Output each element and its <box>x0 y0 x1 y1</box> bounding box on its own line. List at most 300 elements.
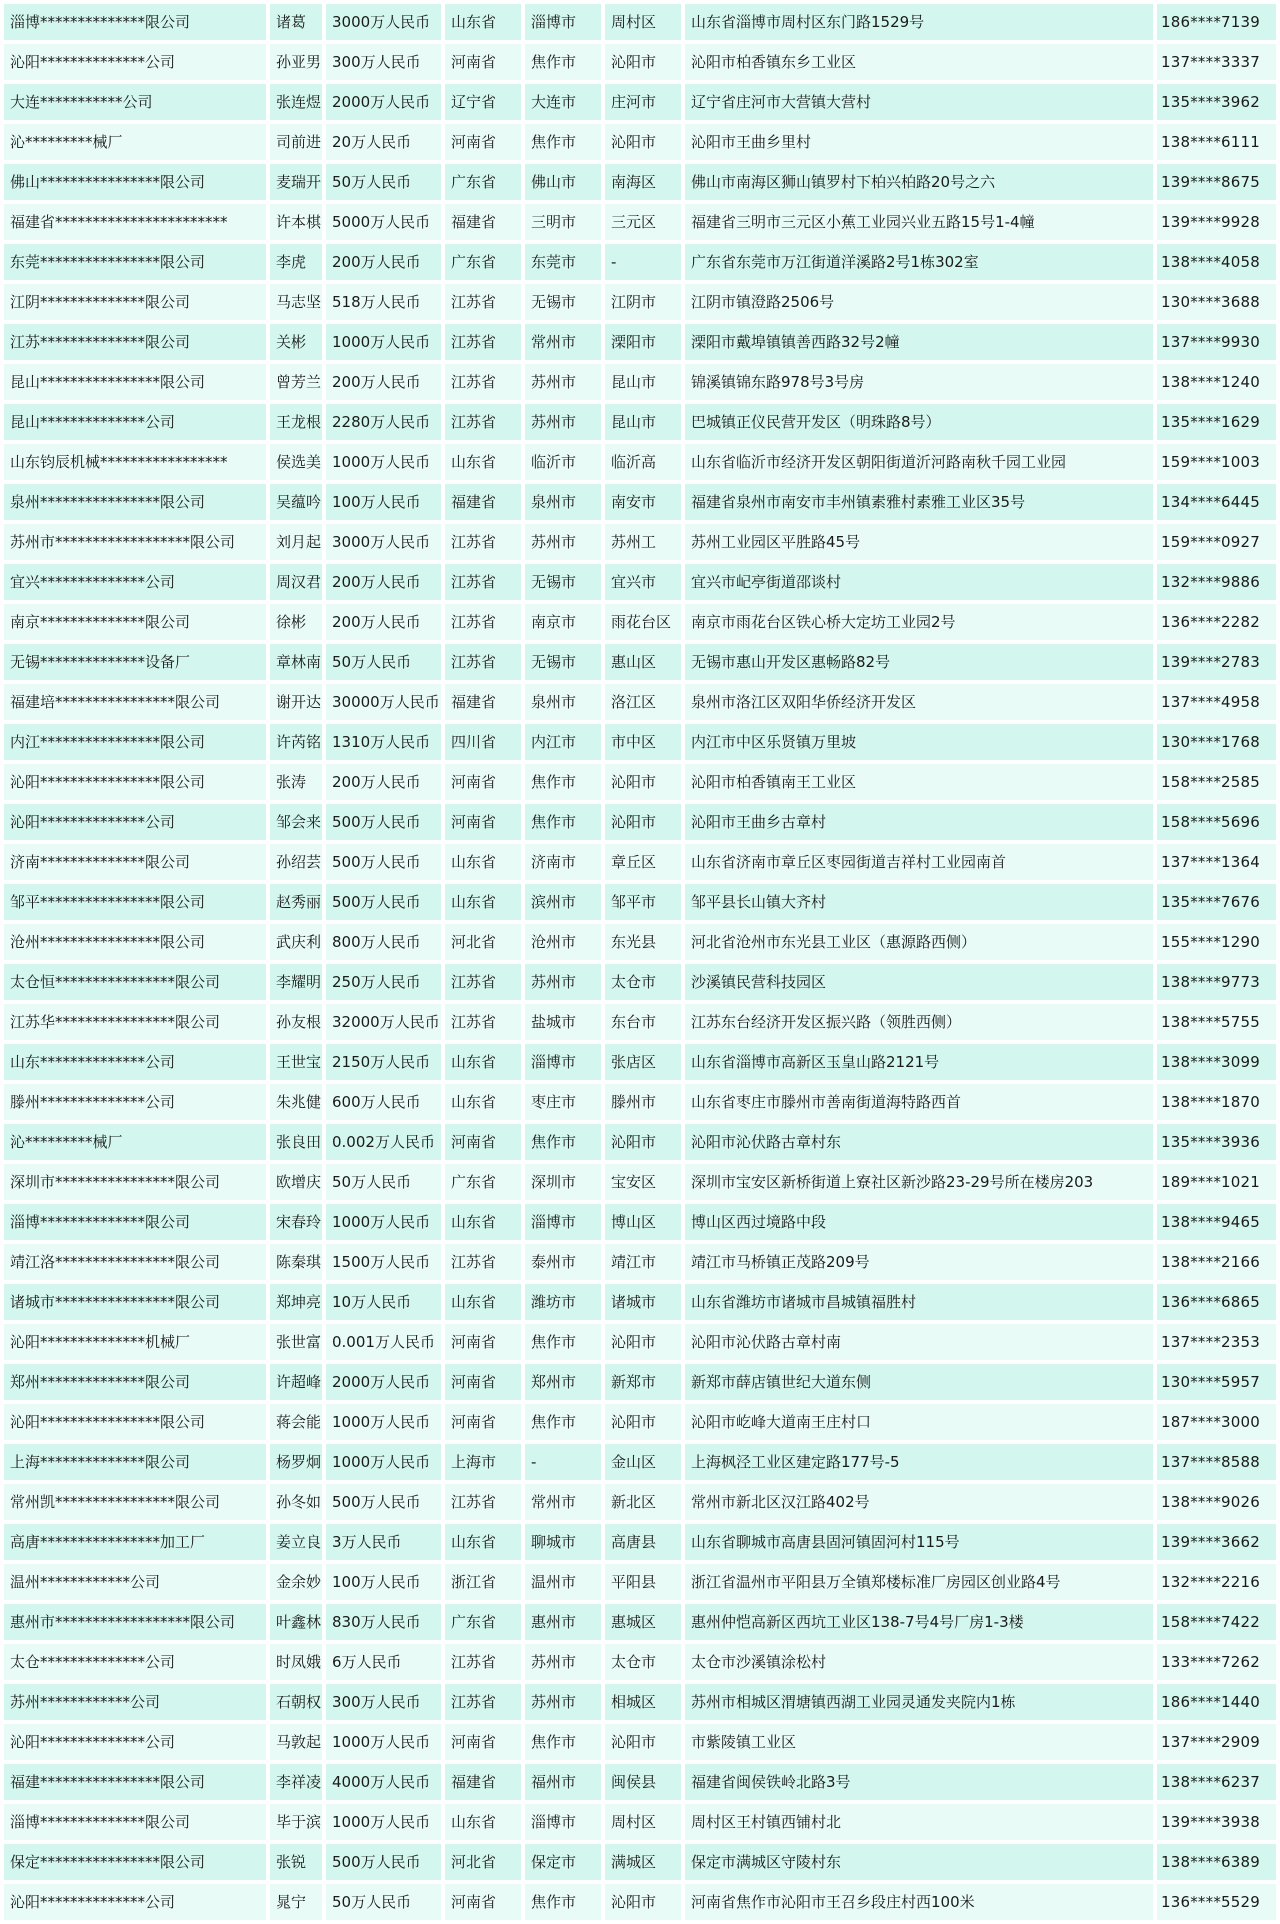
company-name-cell: 郑州**************限公司 <box>4 1364 266 1400</box>
legal-rep-cell: 王龙根 <box>270 404 322 440</box>
province-cell: 江苏省 <box>445 1004 521 1040</box>
district-cell: 临沂高 <box>605 444 681 480</box>
registered-capital-cell: 500万人民币 <box>326 1484 441 1520</box>
city-cell: 苏州市 <box>525 364 601 400</box>
phone-cell: 135****7676 <box>1157 884 1276 920</box>
legal-rep-cell: 麦瑞开 <box>270 164 322 200</box>
legal-rep-cell: 孙冬如 <box>270 1484 322 1520</box>
legal-rep-cell: 郑坤亮 <box>270 1284 322 1320</box>
registered-capital-cell: 500万人民币 <box>326 1844 441 1880</box>
province-cell: 河南省 <box>445 1324 521 1360</box>
table-row <box>4 1084 1276 1120</box>
phone-cell: 158****2585 <box>1157 764 1276 800</box>
phone-cell: 136****6865 <box>1157 1284 1276 1320</box>
address-cell: 山东省潍坊市诸城市昌城镇福胜村 <box>685 1284 1153 1320</box>
table-row <box>4 1604 1276 1640</box>
company-name-cell: 沁阳**************机械厂 <box>4 1324 266 1360</box>
address-cell: 泉州市洛江区双阳华侨经济开发区 <box>685 684 1153 720</box>
legal-rep-cell: 张世富 <box>270 1324 322 1360</box>
registered-capital-cell: 1000万人民币 <box>326 1444 441 1480</box>
province-cell: 山东省 <box>445 1524 521 1560</box>
table-row <box>4 1404 1276 1440</box>
phone-cell: 138****4058 <box>1157 244 1276 280</box>
registered-capital-cell: 200万人民币 <box>326 604 441 640</box>
address-cell: 保定市满城区守陵村东 <box>685 1844 1153 1880</box>
city-cell: 保定市 <box>525 1844 601 1880</box>
registered-capital-cell: 100万人民币 <box>326 1564 441 1600</box>
registered-capital-cell: 250万人民币 <box>326 964 441 1000</box>
city-cell: 淄博市 <box>525 1804 601 1840</box>
district-cell: 沁阳市 <box>605 1404 681 1440</box>
province-cell: 江苏省 <box>445 364 521 400</box>
legal-rep-cell: 侯选美 <box>270 444 322 480</box>
district-cell: 沁阳市 <box>605 1884 681 1920</box>
address-cell: 内江市中区乐贤镇万里坡 <box>685 724 1153 760</box>
city-cell: 苏州市 <box>525 964 601 1000</box>
company-name-cell: 苏州市******************限公司 <box>4 524 266 560</box>
district-cell: 南安市 <box>605 484 681 520</box>
address-cell: 锦溪镇锦东路978号3号房 <box>685 364 1153 400</box>
legal-rep-cell: 孙绍芸 <box>270 844 322 880</box>
address-cell: 广东省东莞市万江街道洋溪路2号1栋302室 <box>685 244 1153 280</box>
address-cell: 沙溪镇民营科技园区 <box>685 964 1153 1000</box>
company-directory <box>4 4 1276 1924</box>
table-row <box>4 4 1276 40</box>
address-cell: 常州市新北区汉江路402号 <box>685 1484 1153 1520</box>
district-cell: 沁阳市 <box>605 1124 681 1160</box>
district-cell: 昆山市 <box>605 404 681 440</box>
province-cell: 江苏省 <box>445 524 521 560</box>
city-cell: 焦作市 <box>525 1124 601 1160</box>
legal-rep-cell: 叶鑫林 <box>270 1604 322 1640</box>
district-cell: 昆山市 <box>605 364 681 400</box>
province-cell: 河南省 <box>445 1124 521 1160</box>
phone-cell: 138****6111 <box>1157 124 1276 160</box>
registered-capital-cell: 3000万人民币 <box>326 524 441 560</box>
legal-rep-cell: 陈秦琪 <box>270 1244 322 1280</box>
legal-rep-cell: 朱兆健 <box>270 1084 322 1120</box>
registered-capital-cell: 800万人民币 <box>326 924 441 960</box>
company-name-cell: 保定****************限公司 <box>4 1844 266 1880</box>
district-cell: 滕州市 <box>605 1084 681 1120</box>
registered-capital-cell: 200万人民币 <box>326 364 441 400</box>
district-cell: 新北区 <box>605 1484 681 1520</box>
table-row <box>4 1244 1276 1280</box>
registered-capital-cell: 20万人民币 <box>326 124 441 160</box>
address-cell: 巴城镇正仪民营开发区（明珠路8号） <box>685 404 1153 440</box>
address-cell: 惠州仲恺高新区西坑工业区138-7号4号厂房1-3楼 <box>685 1604 1153 1640</box>
legal-rep-cell: 孙亚男 <box>270 44 322 80</box>
phone-cell: 186****7139 <box>1157 4 1276 40</box>
table-row <box>4 1324 1276 1360</box>
registered-capital-cell: 500万人民币 <box>326 884 441 920</box>
registered-capital-cell: 50万人民币 <box>326 164 441 200</box>
city-cell: 苏州市 <box>525 524 601 560</box>
legal-rep-cell: 蒋会能 <box>270 1404 322 1440</box>
district-cell: 靖江市 <box>605 1244 681 1280</box>
legal-rep-cell: 孙友根 <box>270 1004 322 1040</box>
table-row <box>4 1364 1276 1400</box>
province-cell: 辽宁省 <box>445 84 521 120</box>
province-cell: 山东省 <box>445 4 521 40</box>
city-cell: 大连市 <box>525 84 601 120</box>
phone-cell: 158****7422 <box>1157 1604 1276 1640</box>
phone-cell: 138****2166 <box>1157 1244 1276 1280</box>
city-cell: 焦作市 <box>525 804 601 840</box>
province-cell: 山东省 <box>445 1804 521 1840</box>
table-row <box>4 1884 1276 1920</box>
legal-rep-cell: 李虎 <box>270 244 322 280</box>
legal-rep-cell: 马志坚 <box>270 284 322 320</box>
legal-rep-cell: 宋春玲 <box>270 1204 322 1240</box>
district-cell: 洛江区 <box>605 684 681 720</box>
registered-capital-cell: 600万人民币 <box>326 1084 441 1120</box>
registered-capital-cell: 3000万人民币 <box>326 4 441 40</box>
province-cell: 广东省 <box>445 1604 521 1640</box>
registered-capital-cell: 500万人民币 <box>326 844 441 880</box>
province-cell: 浙江省 <box>445 1564 521 1600</box>
phone-cell: 138****9465 <box>1157 1204 1276 1240</box>
table-row <box>4 1684 1276 1720</box>
phone-cell: 136****2282 <box>1157 604 1276 640</box>
phone-cell: 138****5755 <box>1157 1004 1276 1040</box>
address-cell: 河北省沧州市东光县工业区（惠源路西侧） <box>685 924 1153 960</box>
registered-capital-cell: 830万人民币 <box>326 1604 441 1640</box>
legal-rep-cell: 张良田 <box>270 1124 322 1160</box>
district-cell: 沁阳市 <box>605 124 681 160</box>
phone-cell: 138****9773 <box>1157 964 1276 1000</box>
address-cell: 深圳市宝安区新桥街道上寮社区新沙路23-29号所在楼房203 <box>685 1164 1153 1200</box>
address-cell: 沁阳市王曲乡古章村 <box>685 804 1153 840</box>
legal-rep-cell: 杨罗炯 <box>270 1444 322 1480</box>
city-cell: 沧州市 <box>525 924 601 960</box>
legal-rep-cell: 赵秀丽 <box>270 884 322 920</box>
province-cell: 江苏省 <box>445 1684 521 1720</box>
province-cell: 山东省 <box>445 844 521 880</box>
district-cell: 章丘区 <box>605 844 681 880</box>
company-name-cell: 太仓恒****************限公司 <box>4 964 266 1000</box>
company-name-cell: 南京**************限公司 <box>4 604 266 640</box>
phone-cell: 137****2353 <box>1157 1324 1276 1360</box>
district-cell: 满城区 <box>605 1844 681 1880</box>
city-cell: 焦作市 <box>525 1724 601 1760</box>
registered-capital-cell: 200万人民币 <box>326 764 441 800</box>
company-name-cell: 惠州市******************限公司 <box>4 1604 266 1640</box>
legal-rep-cell: 晁宁 <box>270 1884 322 1920</box>
registered-capital-cell: 5000万人民币 <box>326 204 441 240</box>
phone-cell: 137****4958 <box>1157 684 1276 720</box>
district-cell: 江阴市 <box>605 284 681 320</box>
address-cell: 河南省焦作市沁阳市王召乡段庄村西100米 <box>685 1884 1153 1920</box>
district-cell: 宜兴市 <box>605 564 681 600</box>
company-name-cell: 福建****************限公司 <box>4 1764 266 1800</box>
province-cell: 江苏省 <box>445 404 521 440</box>
legal-rep-cell: 姜立良 <box>270 1524 322 1560</box>
province-cell: 江苏省 <box>445 564 521 600</box>
address-cell: 上海枫泾工业区建定路177号-5 <box>685 1444 1153 1480</box>
address-cell: 苏州工业园区平胜路45号 <box>685 524 1153 560</box>
province-cell: 福建省 <box>445 484 521 520</box>
district-cell: 溧阳市 <box>605 324 681 360</box>
company-name-cell: 大连***********公司 <box>4 84 266 120</box>
city-cell: 淄博市 <box>525 4 601 40</box>
address-cell: 溧阳市戴埠镇镇善西路32号2幢 <box>685 324 1153 360</box>
phone-cell: 139****3662 <box>1157 1524 1276 1560</box>
city-cell: 三明市 <box>525 204 601 240</box>
province-cell: 江苏省 <box>445 1484 521 1520</box>
district-cell: 新郑市 <box>605 1364 681 1400</box>
registered-capital-cell: 200万人民币 <box>326 244 441 280</box>
city-cell: 淄博市 <box>525 1204 601 1240</box>
city-cell: 济南市 <box>525 844 601 880</box>
registered-capital-cell: 1000万人民币 <box>326 444 441 480</box>
company-name-cell: 苏州************公司 <box>4 1684 266 1720</box>
address-cell: 江阴市镇澄路2506号 <box>685 284 1153 320</box>
phone-cell: 137****2909 <box>1157 1724 1276 1760</box>
table-row <box>4 324 1276 360</box>
table-row <box>4 1044 1276 1080</box>
phone-cell: 130****3688 <box>1157 284 1276 320</box>
address-cell: 山东省枣庄市滕州市善南街道海特路西首 <box>685 1084 1153 1120</box>
phone-cell: 134****6445 <box>1157 484 1276 520</box>
legal-rep-cell: 金余妙 <box>270 1564 322 1600</box>
district-cell: 张店区 <box>605 1044 681 1080</box>
company-name-cell: 滕州**************公司 <box>4 1084 266 1120</box>
province-cell: 江苏省 <box>445 324 521 360</box>
address-cell: 宜兴市屺亭街道邵谈村 <box>685 564 1153 600</box>
table-row <box>4 1844 1276 1880</box>
legal-rep-cell: 张涛 <box>270 764 322 800</box>
city-cell: 东莞市 <box>525 244 601 280</box>
phone-cell: 158****5696 <box>1157 804 1276 840</box>
table-row <box>4 1644 1276 1680</box>
company-name-cell: 沁阳****************限公司 <box>4 1404 266 1440</box>
address-cell: 山东省临沂市经济开发区朝阳街道沂河路南秋千园工业园 <box>685 444 1153 480</box>
city-cell: 福州市 <box>525 1764 601 1800</box>
address-cell: 山东省聊城市高唐县固河镇固河村115号 <box>685 1524 1153 1560</box>
address-cell: 博山区西过境路中段 <box>685 1204 1153 1240</box>
table-row <box>4 1724 1276 1760</box>
table-row <box>4 1204 1276 1240</box>
address-cell: 苏州市相城区渭塘镇西湖工业园灵通发夹院内1栋 <box>685 1684 1153 1720</box>
table-row <box>4 124 1276 160</box>
registered-capital-cell: 1000万人民币 <box>326 1204 441 1240</box>
phone-cell: 138****6237 <box>1157 1764 1276 1800</box>
phone-cell: 159****1003 <box>1157 444 1276 480</box>
company-name-cell: 佛山****************限公司 <box>4 164 266 200</box>
company-name-cell: 昆山**************公司 <box>4 404 266 440</box>
address-cell: 福建省三明市三元区小蕉工业园兴业五路15号1-4幢 <box>685 204 1153 240</box>
registered-capital-cell: 1310万人民币 <box>326 724 441 760</box>
registered-capital-cell: 100万人民币 <box>326 484 441 520</box>
city-cell: - <box>525 1444 601 1480</box>
phone-cell: 130****5957 <box>1157 1364 1276 1400</box>
table-row <box>4 1524 1276 1560</box>
company-name-cell: 东莞****************限公司 <box>4 244 266 280</box>
registered-capital-cell: 2150万人民币 <box>326 1044 441 1080</box>
district-cell: 惠山区 <box>605 644 681 680</box>
table-row <box>4 1764 1276 1800</box>
registered-capital-cell: 6万人民币 <box>326 1644 441 1680</box>
phone-cell: 139****3938 <box>1157 1804 1276 1840</box>
district-cell: 沁阳市 <box>605 44 681 80</box>
address-cell: 浙江省温州市平阳县万全镇郑楼标准厂房园区创业路4号 <box>685 1564 1153 1600</box>
city-cell: 泉州市 <box>525 684 601 720</box>
table-row <box>4 404 1276 440</box>
registered-capital-cell: 10万人民币 <box>326 1284 441 1320</box>
district-cell: 庄河市 <box>605 84 681 120</box>
district-cell: 闽侯县 <box>605 1764 681 1800</box>
table-row <box>4 564 1276 600</box>
table-row <box>4 804 1276 840</box>
district-cell: - <box>605 244 681 280</box>
phone-cell: 132****9886 <box>1157 564 1276 600</box>
district-cell: 沁阳市 <box>605 1324 681 1360</box>
company-name-cell: 沁阳****************限公司 <box>4 764 266 800</box>
address-cell: 南京市雨花台区铁心桥大定坊工业园2号 <box>685 604 1153 640</box>
city-cell: 盐城市 <box>525 1004 601 1040</box>
registered-capital-cell: 300万人民币 <box>326 1684 441 1720</box>
legal-rep-cell: 李祥凌 <box>270 1764 322 1800</box>
province-cell: 河北省 <box>445 1844 521 1880</box>
phone-cell: 137****8588 <box>1157 1444 1276 1480</box>
table-row <box>4 484 1276 520</box>
phone-cell: 137****3337 <box>1157 44 1276 80</box>
city-cell: 泉州市 <box>525 484 601 520</box>
city-cell: 淄博市 <box>525 1044 601 1080</box>
legal-rep-cell: 邹会来 <box>270 804 322 840</box>
city-cell: 南京市 <box>525 604 601 640</box>
company-name-cell: 深圳市****************限公司 <box>4 1164 266 1200</box>
phone-cell: 133****7262 <box>1157 1644 1276 1680</box>
address-cell: 市紫陵镇工业区 <box>685 1724 1153 1760</box>
district-cell: 三元区 <box>605 204 681 240</box>
province-cell: 山东省 <box>445 1044 521 1080</box>
table-row <box>4 924 1276 960</box>
legal-rep-cell: 刘月起 <box>270 524 322 560</box>
legal-rep-cell: 曾芳兰 <box>270 364 322 400</box>
company-name-cell: 济南**************限公司 <box>4 844 266 880</box>
company-name-cell: 沁*********械厂 <box>4 1124 266 1160</box>
province-cell: 河南省 <box>445 804 521 840</box>
registered-capital-cell: 50万人民币 <box>326 1164 441 1200</box>
company-name-cell: 无锡**************设备厂 <box>4 644 266 680</box>
registered-capital-cell: 2000万人民币 <box>326 1364 441 1400</box>
company-name-cell: 福建培****************限公司 <box>4 684 266 720</box>
city-cell: 焦作市 <box>525 764 601 800</box>
legal-rep-cell: 时凤娥 <box>270 1644 322 1680</box>
address-cell: 沁阳市沁伏路古章村东 <box>685 1124 1153 1160</box>
province-cell: 山东省 <box>445 1084 521 1120</box>
registered-capital-cell: 30000万人民币 <box>326 684 441 720</box>
company-name-cell: 沧州****************限公司 <box>4 924 266 960</box>
registered-capital-cell: 1000万人民币 <box>326 324 441 360</box>
company-name-cell: 淄博**************限公司 <box>4 1204 266 1240</box>
district-cell: 沁阳市 <box>605 764 681 800</box>
city-cell: 常州市 <box>525 324 601 360</box>
company-name-cell: 宜兴**************公司 <box>4 564 266 600</box>
table-row <box>4 764 1276 800</box>
city-cell: 无锡市 <box>525 644 601 680</box>
district-cell: 东台市 <box>605 1004 681 1040</box>
registered-capital-cell: 50万人民币 <box>326 1884 441 1920</box>
address-cell: 山东省淄博市周村区东门路1529号 <box>685 4 1153 40</box>
address-cell: 山东省淄博市高新区玉皇山路2121号 <box>685 1044 1153 1080</box>
address-cell: 佛山市南海区狮山镇罗村下柏兴柏路20号之六 <box>685 164 1153 200</box>
company-name-cell: 福建省*********************** <box>4 204 266 240</box>
city-cell: 焦作市 <box>525 124 601 160</box>
city-cell: 临沂市 <box>525 444 601 480</box>
city-cell: 苏州市 <box>525 1644 601 1680</box>
table-row <box>4 1004 1276 1040</box>
address-cell: 福建省闽侯铁岭北路3号 <box>685 1764 1153 1800</box>
legal-rep-cell: 欧增庆 <box>270 1164 322 1200</box>
phone-cell: 137****1364 <box>1157 844 1276 880</box>
province-cell: 河南省 <box>445 124 521 160</box>
legal-rep-cell: 王世宝 <box>270 1044 322 1080</box>
province-cell: 江苏省 <box>445 964 521 1000</box>
address-cell: 江苏东台经济开发区振兴路（领胜西侧） <box>685 1004 1153 1040</box>
city-cell: 焦作市 <box>525 1324 601 1360</box>
legal-rep-cell: 毕于滨 <box>270 1804 322 1840</box>
table-row <box>4 1804 1276 1840</box>
province-cell: 山东省 <box>445 884 521 920</box>
phone-cell: 186****1440 <box>1157 1684 1276 1720</box>
company-name-cell: 诸城市****************限公司 <box>4 1284 266 1320</box>
city-cell: 焦作市 <box>525 1884 601 1920</box>
district-cell: 惠城区 <box>605 1604 681 1640</box>
phone-cell: 138****1240 <box>1157 364 1276 400</box>
district-cell: 博山区 <box>605 1204 681 1240</box>
legal-rep-cell: 石朝权 <box>270 1684 322 1720</box>
legal-rep-cell: 许超峰 <box>270 1364 322 1400</box>
table-row <box>4 684 1276 720</box>
address-cell: 无锡市惠山开发区惠畅路82号 <box>685 644 1153 680</box>
district-cell: 金山区 <box>605 1444 681 1480</box>
phone-cell: 137****9930 <box>1157 324 1276 360</box>
phone-cell: 187****3000 <box>1157 1404 1276 1440</box>
address-cell: 太仓市沙溪镇涂松村 <box>685 1644 1153 1680</box>
province-cell: 山东省 <box>445 1284 521 1320</box>
company-name-cell: 上海**************限公司 <box>4 1444 266 1480</box>
legal-rep-cell: 关彬 <box>270 324 322 360</box>
district-cell: 市中区 <box>605 724 681 760</box>
district-cell: 雨花台区 <box>605 604 681 640</box>
registered-capital-cell: 50万人民币 <box>326 644 441 680</box>
table-body <box>4 4 1276 1920</box>
address-cell: 沁阳市沁伏路古章村南 <box>685 1324 1153 1360</box>
table-row <box>4 44 1276 80</box>
company-name-cell: 常州凯****************限公司 <box>4 1484 266 1520</box>
address-cell: 福建省泉州市南安市丰州镇素雅村素雅工业区35号 <box>685 484 1153 520</box>
district-cell: 东光县 <box>605 924 681 960</box>
company-name-cell: 淄博**************限公司 <box>4 1804 266 1840</box>
city-cell: 无锡市 <box>525 284 601 320</box>
table-row <box>4 884 1276 920</box>
legal-rep-cell: 张连煜 <box>270 84 322 120</box>
address-cell: 沁阳市王曲乡里村 <box>685 124 1153 160</box>
city-cell: 惠州市 <box>525 1604 601 1640</box>
company-name-cell: 沁阳**************公司 <box>4 1884 266 1920</box>
address-cell: 新郑市薛店镇世纪大道东侧 <box>685 1364 1153 1400</box>
registered-capital-cell: 500万人民币 <box>326 804 441 840</box>
city-cell: 常州市 <box>525 1484 601 1520</box>
company-name-cell: 山东钧辰机械***************** <box>4 444 266 480</box>
province-cell: 广东省 <box>445 244 521 280</box>
phone-cell: 139****2783 <box>1157 644 1276 680</box>
city-cell: 苏州市 <box>525 404 601 440</box>
company-name-cell: 山东**************公司 <box>4 1044 266 1080</box>
